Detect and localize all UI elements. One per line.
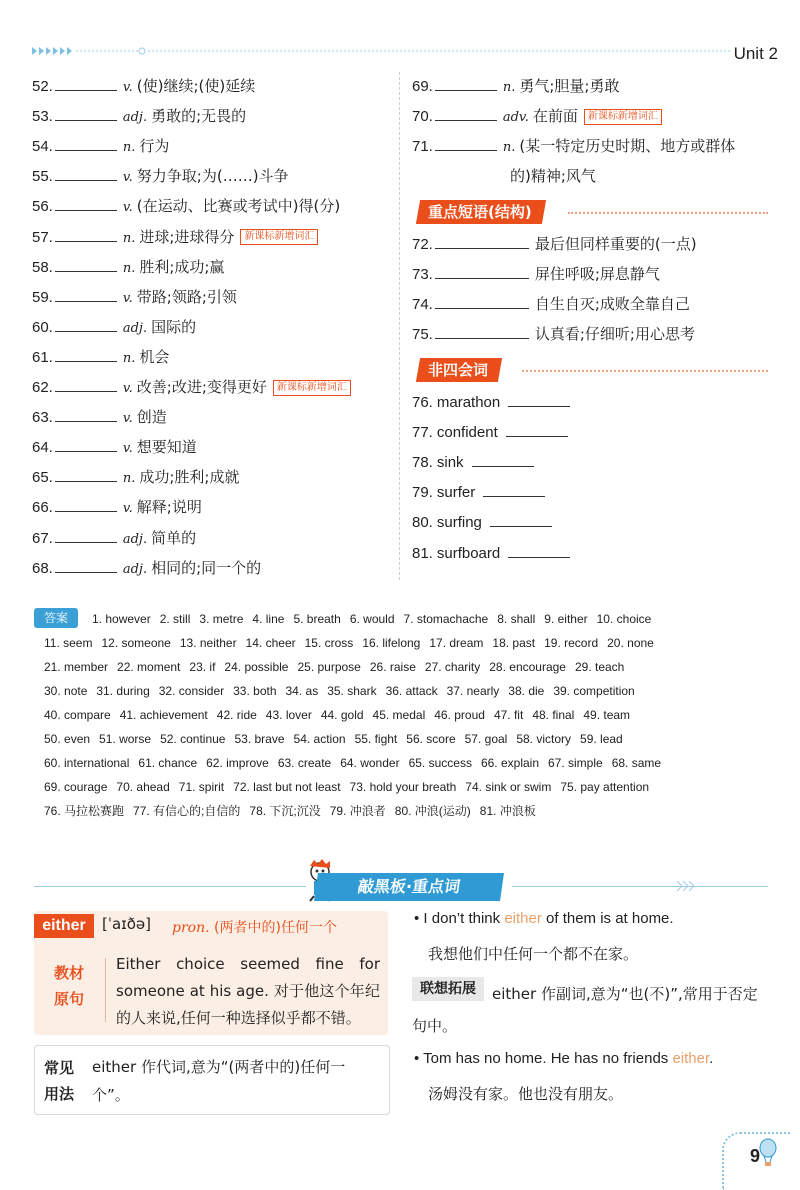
- answer-blank[interactable]: [55, 528, 117, 543]
- answer-line: [44, 755, 670, 771]
- answer-blank[interactable]: [435, 136, 497, 151]
- answer-entry: 48. final: [532, 708, 575, 722]
- meaning: 进球;进球得分: [139, 227, 235, 246]
- vocab-item: [412, 324, 695, 345]
- answer-blank[interactable]: [483, 482, 545, 497]
- blackboard-line-left: [34, 886, 306, 887]
- example-1-translation: 我想他们中任何一个都不在家。: [428, 945, 639, 963]
- vocab-item: [32, 558, 261, 580]
- answer-entry: 7. stomachache: [403, 612, 489, 626]
- item-number: 55.: [32, 168, 53, 186]
- answer-blank[interactable]: [55, 257, 117, 272]
- answer-entry: 23. if: [189, 660, 216, 674]
- meaning: (使)继续;(使)延续: [136, 77, 256, 95]
- item-number: 69.: [412, 78, 433, 95]
- item-number: 56.: [32, 198, 53, 216]
- part-of-speech: n.: [122, 350, 136, 366]
- vocab-item: [32, 377, 351, 399]
- answer-entry: 67. simple: [548, 756, 603, 770]
- item-number: 67.: [32, 529, 53, 547]
- answer-blank[interactable]: [55, 347, 117, 362]
- vocab-item: [32, 196, 340, 218]
- section-phrases-header: 重点短语(结构): [416, 200, 546, 224]
- vocab-item: [32, 467, 239, 489]
- answer-entry: 78. 下沉;沉没: [249, 804, 321, 818]
- answer-entry: 57. goal: [464, 732, 508, 746]
- page-number: 9: [749, 1146, 760, 1166]
- item-number: 72.: [412, 236, 433, 253]
- answer-entry: 9. either: [544, 612, 588, 626]
- meaning: 机会: [139, 347, 170, 366]
- section-non4-header: 非四会词: [416, 358, 502, 382]
- answer-blank[interactable]: [55, 497, 117, 512]
- vocab-item: [32, 227, 318, 249]
- answer-label: 答案: [34, 608, 78, 628]
- phonetic: [ˈaɪðə]: [102, 915, 151, 933]
- answer-blank[interactable]: [55, 287, 117, 302]
- vocab-item: [32, 497, 202, 519]
- part-of-speech: v.: [122, 170, 133, 186]
- vocab-item: [32, 287, 237, 309]
- answer-entry: 5. breath: [293, 612, 341, 626]
- answer-entry: 12. someone: [101, 636, 171, 650]
- part-of-speech: v.: [122, 80, 133, 95]
- answer-blank[interactable]: [55, 467, 117, 482]
- word: surfing: [436, 514, 482, 532]
- item-number: 62.: [32, 379, 53, 396]
- item-number: 70.: [412, 108, 433, 126]
- meaning: 简单的: [151, 528, 197, 547]
- answer-blank[interactable]: [55, 558, 117, 573]
- answer-blank[interactable]: [435, 106, 497, 121]
- answer-entry: 28. encourage: [489, 660, 566, 674]
- answer-entry: 41. achievement: [119, 708, 208, 722]
- answer-entry: 70. ahead: [116, 780, 170, 794]
- non4-item: [412, 452, 540, 473]
- example-1: • I don’t think either of them is at home.: [414, 910, 674, 927]
- answer-entry: 45. medal: [372, 708, 426, 722]
- vocab-item: [32, 437, 197, 459]
- answer-entry: 29. teach: [574, 660, 625, 674]
- item-number: 58.: [32, 258, 53, 276]
- answer-blank[interactable]: [55, 227, 117, 242]
- answer-line: [44, 803, 545, 819]
- item-number: 59.: [32, 288, 53, 306]
- answer-entry: 73. hold your breath: [349, 780, 457, 794]
- new-word-tag: 新课标新增词汇: [584, 109, 662, 125]
- answer-entry: 53. brave: [234, 732, 285, 746]
- item-number: 78.: [412, 454, 433, 472]
- item-number: 57.: [32, 228, 53, 246]
- answer-blank[interactable]: [435, 234, 529, 249]
- answer-line: [44, 731, 632, 747]
- answer-entry: 30. note: [44, 684, 88, 698]
- answer-entry: 74. sink or swim: [465, 780, 552, 794]
- meaning: 最后但同样重要的(一点): [534, 235, 697, 253]
- item-number: 68.: [32, 559, 53, 577]
- answer-blank[interactable]: [490, 512, 552, 527]
- item-number: 74.: [412, 296, 433, 314]
- item-number: 63.: [32, 409, 53, 427]
- answer-entry: 49. team: [583, 708, 631, 722]
- new-word-tag: 新课标新增词汇: [240, 229, 318, 245]
- answer-blank[interactable]: [435, 264, 529, 279]
- section-dots: [568, 212, 768, 214]
- answer-blank[interactable]: [435, 76, 497, 91]
- vocab-item: [32, 106, 246, 128]
- part-of-speech: adj.: [122, 110, 148, 126]
- meaning: 屏住呼吸;屏息静气: [534, 265, 660, 284]
- meaning: 勇敢的;无畏的: [151, 107, 247, 126]
- answer-entry: 33. both: [233, 684, 277, 698]
- meaning: 带路;领路;引领: [136, 287, 237, 306]
- meaning: 解释;说明: [136, 498, 202, 517]
- answer-line: [44, 683, 644, 699]
- answer-entry: 71. spirit: [178, 780, 225, 794]
- answer-entry: 38. die: [508, 684, 545, 698]
- item-number: 76.: [412, 394, 433, 411]
- textbook-sentence: Either choice seemed fine for someone at his age. 对于他这个年纪的人来说,任何一种选择似乎都不错。: [116, 955, 380, 1027]
- answer-entry: 56. score: [406, 732, 456, 746]
- meaning: 相同的;同一个的: [151, 558, 262, 577]
- meaning: 成功;胜利;成就: [139, 468, 240, 487]
- meaning: (某一特定历史时期、地方或群体: [519, 137, 736, 156]
- usage-label: 常见 用法: [44, 1059, 75, 1103]
- answer-entry: 20. none: [607, 636, 654, 650]
- answer-entry: 22. moment: [117, 660, 181, 674]
- non4-item: [412, 543, 576, 564]
- word: confident: [436, 424, 498, 442]
- part-of-speech: v.: [122, 290, 133, 306]
- answer-entry: 76. 马拉松赛跑: [44, 804, 125, 818]
- meaning: 国际的: [151, 317, 197, 336]
- meaning: 胜利;成功;赢: [139, 257, 225, 276]
- answer-entry: 81. 冲浪板: [479, 804, 536, 818]
- answer-entry: 31. during: [96, 684, 150, 698]
- meaning: 在前面: [532, 107, 578, 126]
- answer-entry: 19. record: [544, 636, 599, 650]
- item-number: 80.: [412, 514, 433, 532]
- answer-line: [44, 707, 639, 723]
- part-of-speech: v.: [122, 501, 133, 517]
- vocab-item: [412, 136, 735, 158]
- answer-entry: 14. cheer: [245, 636, 296, 650]
- answer-entry: 68. same: [611, 756, 662, 770]
- non4-item: [412, 482, 551, 503]
- answer-entry: 55. fight: [354, 732, 398, 746]
- meaning: 自生自灭;成败全靠自己: [534, 295, 690, 314]
- example-2-translation: 汤姆没有家。他也没有朋友。: [428, 1085, 624, 1103]
- answer-entry: 69. courage: [44, 780, 108, 794]
- answer-entry: 60. international: [44, 756, 130, 770]
- answer-line: [44, 635, 663, 651]
- answer-entry: 62. improve: [206, 756, 269, 770]
- answer-entry: 26. raise: [369, 660, 416, 674]
- answer-entry: 75. pay attention: [560, 780, 650, 794]
- part-of-speech: v.: [122, 381, 133, 396]
- word: surfer: [436, 484, 476, 502]
- item-number: 52.: [32, 78, 53, 95]
- blackboard-title: 敲黑板·重点词: [314, 873, 504, 901]
- item-number: 75.: [412, 326, 433, 344]
- answer-entry: 61. chance: [138, 756, 198, 770]
- part-of-speech: n.: [122, 140, 136, 156]
- item-number: 79.: [412, 484, 433, 502]
- answer-entry: 51. worse: [99, 732, 152, 746]
- item-number: 77.: [412, 424, 433, 442]
- answer-entry: 52. continue: [160, 732, 226, 746]
- answer-blank[interactable]: [55, 437, 117, 452]
- vocab-item: [32, 347, 169, 369]
- answer-entry: 39. competition: [553, 684, 635, 698]
- vocab-item: [412, 264, 660, 285]
- item-71-continuation: 的)精神;风气: [510, 167, 596, 185]
- new-word-tag: 新课标新增词汇: [273, 380, 351, 396]
- part-of-speech: adj.: [122, 320, 148, 336]
- item-number: 60.: [32, 318, 53, 336]
- part-of-speech: adj.: [122, 561, 148, 577]
- answer-entry: 58. victory: [516, 732, 572, 746]
- meaning: 勇气;胆量;勇敢: [519, 77, 620, 95]
- answer-entry: 43. lover: [265, 708, 312, 722]
- answer-entry: 47. fit: [493, 708, 524, 722]
- blackboard-line-right: [512, 886, 768, 887]
- answer-entry: 44. gold: [320, 708, 364, 722]
- answer-blank[interactable]: [55, 377, 117, 392]
- answer-blank[interactable]: [55, 106, 117, 121]
- item-number: 81.: [412, 544, 433, 562]
- answer-blank[interactable]: [435, 324, 529, 339]
- answer-entry: 24. possible: [224, 660, 289, 674]
- answer-entry: 8. shall: [497, 612, 536, 626]
- part-of-speech: n.: [502, 80, 516, 95]
- answer-blank[interactable]: [472, 452, 534, 467]
- part-of-speech: adj.: [122, 531, 148, 547]
- answer-blank[interactable]: [55, 196, 117, 211]
- answer-entry: 3. metre: [199, 612, 244, 626]
- answer-entry: 4. line: [252, 612, 285, 626]
- meaning: 认真看;仔细听;用心思考: [534, 325, 695, 344]
- item-number: 73.: [412, 266, 433, 284]
- answer-entry: 2. still: [159, 612, 191, 626]
- divider: [105, 958, 106, 1022]
- word: sink: [436, 454, 464, 472]
- answer-entry: 66. explain: [480, 756, 539, 770]
- answer-entry: 1. however: [92, 612, 151, 626]
- meaning: (在运动、比赛或考试中)得(分): [136, 197, 341, 216]
- expand-label: 联想拓展: [412, 977, 484, 1001]
- answer-entry: 11. seem: [44, 636, 93, 650]
- part-of-speech: v.: [122, 441, 133, 457]
- answer-entry: 79. 冲浪者: [329, 804, 386, 818]
- part-of-speech: n.: [122, 471, 136, 487]
- answer-blank[interactable]: [55, 136, 117, 151]
- answer-entry: 16. lifelong: [362, 636, 421, 650]
- definition: pron. (两者中的)任何一个: [172, 920, 337, 936]
- meaning: 想要知道: [136, 438, 197, 457]
- answer-blank[interactable]: [55, 166, 117, 181]
- answer-line: [44, 779, 658, 795]
- answer-entry: 72. last but not least: [233, 780, 341, 794]
- part-of-speech: n.: [122, 230, 136, 246]
- part-of-speech: adv.: [502, 110, 529, 126]
- answer-entry: 63. create: [277, 756, 332, 770]
- answer-blank[interactable]: [508, 392, 570, 407]
- answer-entry: 77. 有信心的;自信的: [133, 804, 241, 818]
- answer-blank[interactable]: [55, 76, 117, 91]
- answer-entry: 21. member: [44, 660, 109, 674]
- vocab-item: [32, 407, 167, 429]
- non4-item: [412, 392, 576, 413]
- item-number: 61.: [32, 348, 53, 366]
- non4-item: [412, 512, 558, 533]
- answer-entry: 42. ride: [216, 708, 257, 722]
- answer-blank[interactable]: [435, 294, 529, 309]
- answer-entry: 6. would: [349, 612, 395, 626]
- vocab-item: [412, 106, 662, 128]
- vocab-item: [412, 294, 690, 315]
- answer-entry: 15. cross: [304, 636, 354, 650]
- answer-entry: 64. wonder: [340, 756, 400, 770]
- answer-entry: 59. lead: [580, 732, 623, 746]
- answer-entry: 37. nearly: [446, 684, 500, 698]
- part-of-speech: n.: [122, 260, 136, 276]
- answer-entry: 13. neither: [179, 636, 237, 650]
- answer-entry: 18. past: [492, 636, 536, 650]
- vocab-item: [32, 257, 224, 279]
- vocab-item: [32, 166, 289, 188]
- vocab-item: [32, 136, 169, 158]
- chevrons-icon: [676, 880, 696, 892]
- answer-entry: 10. choice: [596, 612, 652, 626]
- balloon-icon: [758, 1138, 778, 1168]
- part-of-speech: n.: [502, 140, 516, 156]
- part-of-speech: v.: [122, 411, 133, 427]
- answer-entry: 80. 冲浪(运动): [394, 804, 471, 818]
- meaning: 改善;改进;变得更好: [136, 378, 267, 396]
- answer-entry: 35. shark: [327, 684, 377, 698]
- answer-blank[interactable]: [508, 543, 570, 558]
- unit-label: Unit 2: [733, 44, 778, 63]
- non4-item: [412, 422, 574, 443]
- answer-entry: 34. as: [285, 684, 319, 698]
- item-number: 54.: [32, 138, 53, 156]
- section-dots: [522, 370, 768, 372]
- vocab-item: [412, 234, 697, 255]
- item-number: 65.: [32, 469, 53, 487]
- column-divider: [399, 72, 400, 580]
- headword: either: [34, 914, 94, 938]
- answer-entry: 36. attack: [385, 684, 438, 698]
- textbook-label: 教材 原句: [53, 964, 84, 1008]
- vocab-item: [32, 76, 255, 98]
- answer-entry: 25. purpose: [297, 660, 361, 674]
- item-number: 64.: [32, 439, 53, 457]
- header-decoration: [32, 46, 732, 56]
- meaning: 创造: [136, 408, 167, 427]
- answer-blank[interactable]: [506, 422, 568, 437]
- answer-entry: 65. success: [408, 756, 472, 770]
- answer-blank[interactable]: [55, 407, 117, 422]
- answer-entry: 54. action: [293, 732, 346, 746]
- vocab-item: [32, 528, 196, 550]
- expand-text: either 作副词,意为“也(不)”,常用于否定句中。: [412, 985, 758, 1035]
- vocab-item: [32, 317, 196, 339]
- item-number: 66.: [32, 499, 53, 517]
- meaning: 努力争取;为(……)斗争: [136, 167, 289, 186]
- item-number: 71.: [412, 138, 433, 156]
- usage-text: either 作代词,意为“(两者中的)任何一个”。: [92, 1058, 346, 1104]
- answer-entry: 50. even: [44, 732, 91, 746]
- answer-line: [92, 611, 660, 627]
- word: marathon: [436, 394, 501, 411]
- answer-entry: 27. charity: [424, 660, 481, 674]
- answer-entry: 32. consider: [158, 684, 225, 698]
- answer-entry: 17. dream: [429, 636, 484, 650]
- answer-entry: 40. compare: [44, 708, 111, 722]
- vocab-item: [412, 76, 619, 98]
- example-2: • Tom has no home. He has no friends either.: [414, 1050, 714, 1067]
- part-of-speech: v.: [122, 200, 133, 216]
- meaning: 行为: [139, 137, 170, 156]
- answer-entry: 46. proud: [434, 708, 485, 722]
- answer-line: [44, 659, 633, 675]
- item-number: 53.: [32, 108, 53, 126]
- answer-blank[interactable]: [55, 317, 117, 332]
- word: surfboard: [436, 544, 501, 562]
